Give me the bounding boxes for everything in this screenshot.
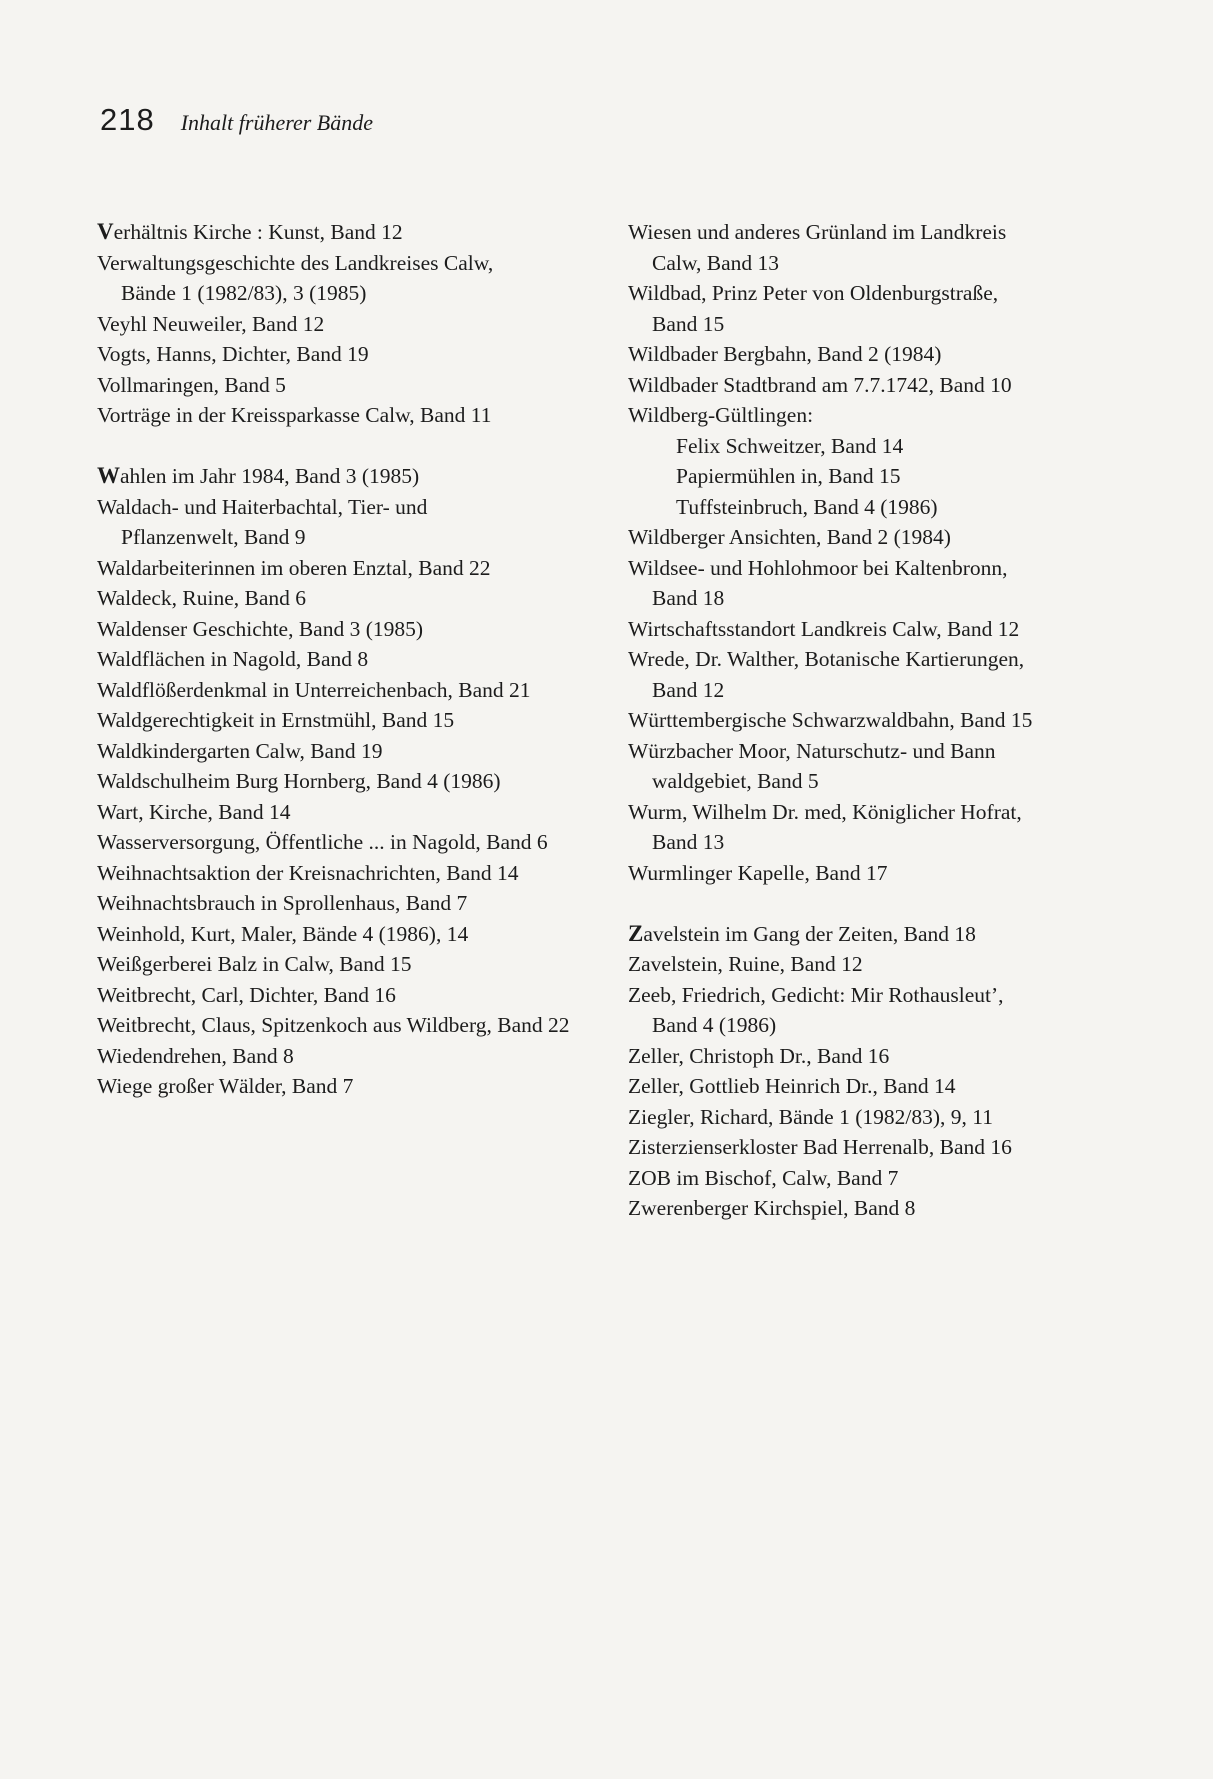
- index-entry: Vorträge in der Kreissparkasse Calw, Band 11: [97, 403, 492, 427]
- index-entry: Zavelstein, Ruine, Band 12: [628, 952, 863, 976]
- index-entry: Vogts, Hanns, Dichter, Band 19: [97, 342, 369, 366]
- index-column-left: [97, 217, 587, 1102]
- index-entry: Zisterzienserkloster Bad Herrenalb, Band 16: [628, 1135, 1012, 1159]
- index-entry: Weitbrecht, Carl, Dichter, Band 16: [97, 982, 396, 1007]
- index-entry: Waldach- und Haiterbachtal, Tier- und Pflanzenwelt, Band 9: [97, 494, 428, 549]
- index-subentry: Tuffsteinbruch, Band 4 (1986): [676, 494, 938, 519]
- index-entry: Veyhl Neuweiler, Band 12: [97, 311, 325, 336]
- index-entry: Weihnachtsaktion der Kreisnachrichten, Band 14: [97, 860, 519, 885]
- index-entry: Vollmaringen, Band 5: [97, 372, 286, 397]
- index-subentry: Papiermühlen in, Band 15: [676, 464, 901, 488]
- index-entry: ZOB im Bischof, Calw, Band 7: [628, 1165, 899, 1190]
- running-title: Inhalt früherer Bände: [180, 110, 373, 135]
- index-entry: Verhältnis Kirche : Kunst, Band 12: [97, 219, 403, 244]
- index-entry: Wirtschaftsstandort Landkreis Calw, Band 12: [628, 616, 1020, 641]
- index-entry: Waldschulheim Burg Hornberg, Band 4 (1986): [97, 769, 501, 793]
- page-number: 218: [100, 102, 155, 137]
- index-entry: Waldarbeiterinnen im oberen Enztal, Band 22: [97, 555, 491, 580]
- index-entry: Wildbad, Prinz Peter von Oldenburgstraße, Band 15: [628, 281, 999, 336]
- index-entry: Württembergische Schwarzwaldbahn, Band 15: [628, 708, 1033, 732]
- index-entry: Wasserversorgung, Öffentliche ... in Nagold, Band 6: [97, 830, 548, 854]
- index-entry: Weißgerberei Balz in Calw, Band 15: [97, 952, 412, 976]
- section-gap: [628, 888, 1118, 919]
- index-entry: Waldflößerdenkmal in Unterreichenbach, Band 21: [97, 677, 531, 702]
- index-entry: Ziegler, Richard, Bände 1 (1982/83), 9, 11: [628, 1104, 993, 1129]
- index-entry: Würzbacher Moor, Naturschutz- und Bann waldgebiet, Band 5: [628, 738, 996, 793]
- index-entry: Waldkindergarten Calw, Band 19: [97, 738, 383, 763]
- index-entry: Wildbader Stadtbrand am 7.7.1742, Band 10: [628, 372, 1012, 397]
- index-entry: Wrede, Dr. Walther, Botanische Kartierungen, Band 12: [628, 647, 1025, 702]
- index-entry: Zeeb, Friedrich, Gedicht: Mir Rothausleut’, Band 4 (1986): [628, 982, 1004, 1037]
- index-entry: Wildberger Ansichten, Band 2 (1984): [628, 525, 951, 549]
- index-entry: Zwerenberger Kirchspiel, Band 8: [628, 1196, 916, 1220]
- index-entry: Waldflächen in Nagold, Band 8: [97, 647, 369, 671]
- index-entry: Weinhold, Kurt, Maler, Bände 4 (1986), 14: [97, 921, 469, 946]
- index-entry: Wart, Kirche, Band 14: [97, 799, 291, 824]
- section-gap: [97, 431, 587, 462]
- index-entry: Wahlen im Jahr 1984, Band 3 (1985): [97, 463, 420, 488]
- index-entry: Wildbader Bergbahn, Band 2 (1984): [628, 342, 942, 366]
- index-entry: Wiege großer Wälder, Band 7: [97, 1074, 354, 1098]
- index-column-right: [628, 217, 1118, 1224]
- index-entry: Wurm, Wilhelm Dr. med, Königlicher Hofrat, Band 13: [628, 799, 1022, 854]
- index-subentry: Felix Schweitzer, Band 14: [676, 433, 904, 458]
- index-entry: Weihnachtsbrauch in Sprollenhaus, Band 7: [97, 891, 468, 915]
- index-entry: Zeller, Christoph Dr., Band 16: [628, 1043, 890, 1068]
- index-entry: Wiesen und anderes Grünland im Landkreis Calw, Band 13: [628, 220, 1007, 275]
- index-entry: Waldgerechtigkeit in Ernstmühl, Band 15: [97, 708, 455, 732]
- index-entry: Waldeck, Ruine, Band 6: [97, 586, 307, 610]
- index-entry: Wildberg-Gültlingen:: [628, 403, 814, 427]
- index-entry: Wurmlinger Kapelle, Band 17: [628, 860, 888, 885]
- page-header: [100, 102, 373, 138]
- index-entry: Wiedendrehen, Band 8: [97, 1043, 294, 1068]
- index-entry: Waldenser Geschichte, Band 3 (1985): [97, 616, 424, 641]
- index-entry: Verwaltungsgeschichte des Landkreises Calw, Bände 1 (1982/83), 3 (1985): [97, 250, 494, 305]
- index-entry: Weitbrecht, Claus, Spitzenkoch aus Wildberg, Band 22: [97, 1013, 570, 1037]
- index-entry: Zeller, Gottlieb Heinrich Dr., Band 14: [628, 1074, 956, 1098]
- index-entry: Zavelstein im Gang der Zeiten, Band 18: [628, 920, 976, 946]
- index-entry: Wildsee- und Hohlohmoor bei Kaltenbronn, Band 18: [628, 555, 1008, 610]
